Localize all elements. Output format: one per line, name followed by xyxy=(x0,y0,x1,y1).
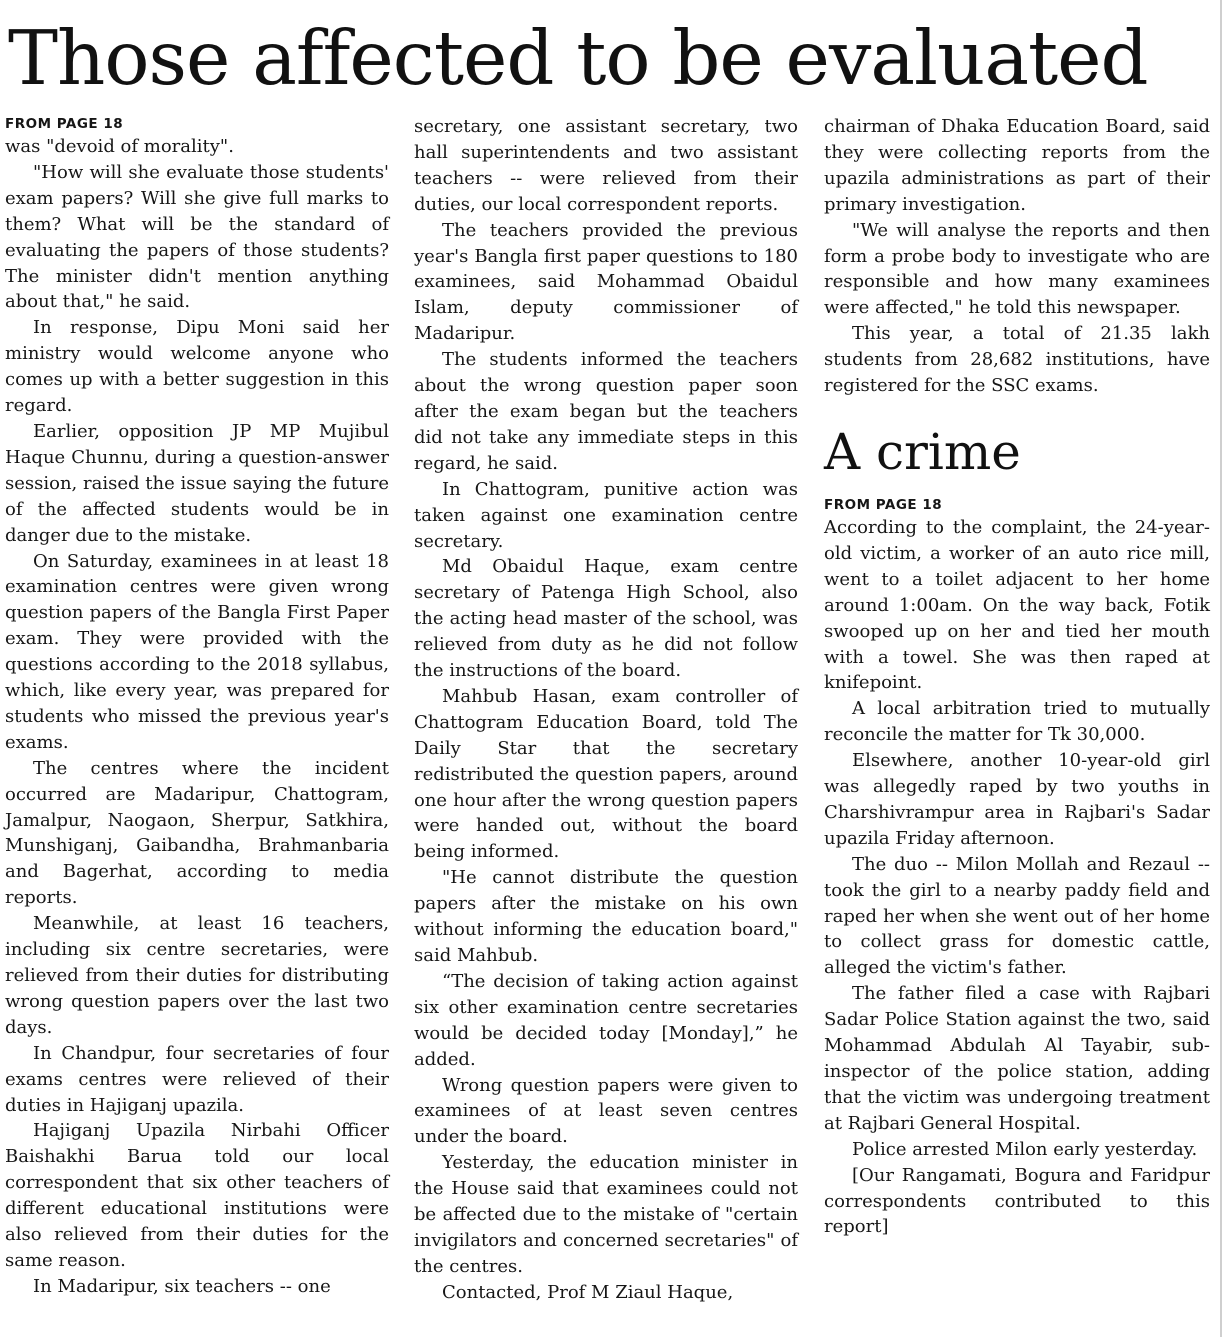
paragraph: Elsewhere, another 10-year-old girl was allegedly raped by two youths in Charshivrampur area in Rajbari's Sadar upazila Friday afternoon. xyxy=(824,750,1210,849)
paragraph: Earlier, opposition JP MP Mujibul Haque Chunnu, during a question-answer session, raised the issue saying the future of the affected students would be in danger due to the mistake. xyxy=(5,420,389,546)
paragraph: According to the complaint, the 24-year-old victim, a worker of an auto rice mill, went to a toilet adjacent to her home around 1:00am. On the way back, Fotik swooped up on her and tied her mouth with a towel. She was then raped at knifepoint. xyxy=(824,516,1210,694)
paragraph: [Our Rangamati, Bogura and Faridpur correspondents contributed to this report] xyxy=(824,1164,1210,1238)
paragraph: Police arrested Milon early yesterday. xyxy=(852,1138,1198,1160)
column-3 xyxy=(824,114,1210,1240)
paragraph: was "devoid of morality". xyxy=(5,136,234,157)
paragraph: chairman of Dhaka Education Board, said they were collecting reports from the upazila administrations as part of their primary investigation. xyxy=(824,116,1210,215)
paragraph: Md Obaidul Haque, exam centre secretary of Patenga High School, also the acting head master of the school, was relieved from duty as he did not follow the instructions of the board. xyxy=(414,556,798,682)
paragraph: "We will analyse the reports and then form a probe body to investigate who are responsible and how many examinees were affected," he told this newspaper. xyxy=(824,219,1210,319)
paragraph: Wrong question papers were given to examinees of at least seven centres under the board. xyxy=(414,1074,798,1148)
paragraph: In response, Dipu Moni said her ministry would welcome anyone who comes up with a better suggestion in this regard. xyxy=(5,317,389,417)
paragraph: The father filed a case with Rajbari Sadar Police Station against the two, said Mohammad Abdulah Al Tayabir, sub-inspector of the police station, adding that the victim was undergoing treatment at Rajbari General Hospital. xyxy=(824,983,1210,1134)
paragraph: In Chattogram, punitive action was taken against one examination centre secretary. xyxy=(414,478,798,552)
paragraph: This year, a total of 21.35 lakh students from 28,682 institutions, have registered for the SSC exams. xyxy=(824,323,1210,397)
paragraph: The centres where the incident occurred are Madaripur, Chattogram, Jamalpur, Naogaon, Sherpur, Satkhira, Munshiganj, Gaibandha, Brahmanbaria and Bagerhat, according to media reports. xyxy=(5,757,389,909)
column-2 xyxy=(414,114,798,1306)
story2-kicker: FROM PAGE 18 xyxy=(824,496,943,513)
paragraph: The teachers provided the previous year's Bangla first paper questions to 180 examinees, said Mohammad Obaidul Islam, deputy commissioner of Madaripur. xyxy=(414,219,798,345)
paragraph: Meanwhile, at least 16 teachers, including six centre secretaries, were relieved from their duties for distributing wrong question papers over the last two days. xyxy=(5,913,389,1038)
paragraph: The duo -- Milon Mollah and Rezaul -- took the girl to a nearby paddy field and raped her when she went out of her home to collect grass for domestic cattle, alleged the victim's father. xyxy=(824,853,1210,979)
paragraph: On Saturday, examinees in at least 18 examination centres were given wrong question papers of the Bangla First Paper exam. They were provided with the questions according to the 2018 syllabus, which, like every year, was prepared for students who missed the previous year's exams. xyxy=(5,550,389,753)
paragraph: The students informed the teachers about the wrong question paper soon after the exam began but the teachers did not take any immediate steps in this regard, he said. xyxy=(414,349,798,474)
paragraph: secretary, one assistant secretary, two hall superintendents and two assistant teachers -- were relieved from their duties, our local correspondent reports. xyxy=(414,116,798,215)
paragraph: In Chandpur, four secretaries of four exams centres were relieved of their duties in Hajiganj upazila. xyxy=(5,1042,389,1116)
story1-kicker: FROM PAGE 18 xyxy=(5,116,124,132)
paragraph: "How will she evaluate those students' exam papers? Will she give full marks to them? What will be the standard of evaluating the papers of those students? The minister didn't mention anything about that," he said. xyxy=(5,161,389,313)
paragraph: In Madaripur, six teachers -- one xyxy=(33,1275,331,1297)
paragraph: A local arbitration tried to mutually reconcile the matter for Tk 30,000. xyxy=(824,698,1210,746)
headline: Those affected to be evaluated xyxy=(8,14,1148,102)
paragraph: Mahbub Hasan, exam controller of Chattogram Education Board, told The Daily Star that the secretary redistributed the question papers, around one hour after the wrong question papers were handed out, without the board being informed. xyxy=(414,685,798,863)
story2-headline: A crime xyxy=(824,422,1021,481)
paragraph: "He cannot distribute the question papers after the mistake on his own without informing the education board," said Mahbub. xyxy=(414,867,798,966)
page-edge-rule xyxy=(1220,0,1222,1337)
column-1 xyxy=(5,114,389,1300)
paragraph: Contacted, Prof M Ziaul Haque, xyxy=(442,1281,734,1303)
paragraph: Yesterday, the education minister in the House said that examinees could not be affected due to the mistake of "certain invigilators and concerned secretaries" of the centres. xyxy=(414,1152,798,1277)
paragraph: “The decision of taking action against six other examination centre secretaries would be decided today [Monday],” he added. xyxy=(414,970,798,1070)
paragraph: Hajiganj Upazila Nirbahi Officer Baishakhi Barua told our local correspondent that six other teachers of different educational institutions were also relieved from their duties for the same reason. xyxy=(5,1120,389,1271)
